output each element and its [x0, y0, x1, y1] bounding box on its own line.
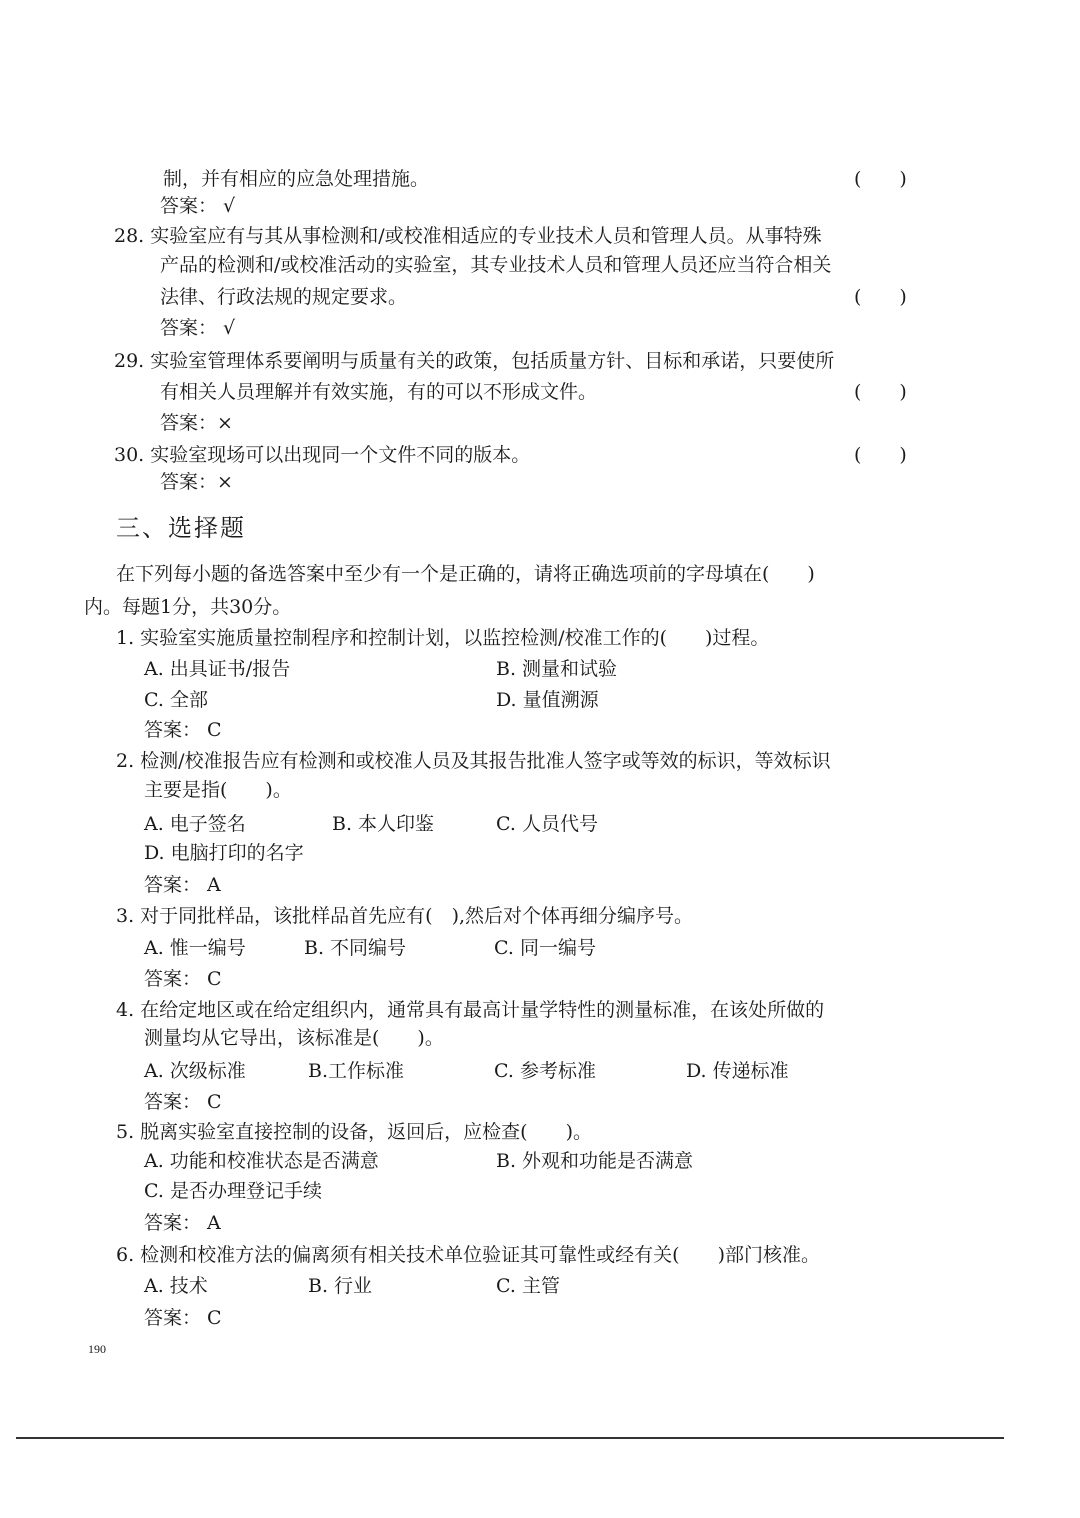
- q1-option-c: C. 全部: [144, 689, 208, 711]
- q28-text-line3: 法律、行政法规的规定要求。: [160, 286, 408, 308]
- q27-tail-text: 制，并有相应的应急处理措施。: [163, 168, 430, 190]
- q4-option-c: C. 参考标准: [494, 1060, 596, 1082]
- q28-answer: 答案： √: [160, 317, 236, 339]
- q28-text-line1: 28. 实验室应有与其从事检测和/或校准相适应的专业技术人员和管理人员。从事特殊: [114, 225, 822, 247]
- q3-option-b: B. 不同编号: [304, 937, 407, 959]
- q4-option-a: A. 次级标准: [144, 1060, 246, 1082]
- q5-option-a: A. 功能和校准状态是否满意: [144, 1150, 379, 1172]
- q29-answer-blank: ( ): [854, 381, 907, 403]
- q3-answer: 答案： C: [144, 968, 222, 990]
- q28-text-line2: 产品的检测和/或校准活动的实验室，其专业技术人员和管理人员还应当符合相关: [160, 254, 832, 276]
- q1-option-d: D. 量值溯源: [496, 689, 599, 711]
- q4-answer: 答案： C: [144, 1091, 222, 1113]
- q28-answer-blank: ( ): [854, 286, 907, 308]
- q6-option-c: C. 主管: [496, 1275, 560, 1297]
- q2-stem-line2: 主要是指( )。: [144, 779, 292, 801]
- page-number: 190: [88, 1342, 106, 1356]
- q2-option-d: D. 电脑打印的名字: [144, 842, 304, 864]
- q4-stem-line1: 4. 在给定地区或在给定组织内，通常具有最高计量学特性的测量标准，在该处所做的: [116, 999, 825, 1021]
- q6-option-a: A. 技术: [144, 1275, 208, 1297]
- q1-stem: 1. 实验室实施质量控制程序和控制计划，以监控检测/校准工作的( )过程。: [116, 627, 770, 649]
- q30-text: 30. 实验室现场可以出现同一个文件不同的版本。: [114, 444, 531, 466]
- q27-answer: 答案： √: [160, 195, 236, 217]
- q5-answer: 答案： A: [144, 1212, 221, 1234]
- q3-option-c: C. 同一编号: [494, 937, 596, 959]
- q3-option-a: A. 惟一编号: [144, 937, 246, 959]
- q2-stem-line1: 2. 检测/校准报告应有检测和或校准人员及其报告批准人签字或等效的标识，等效标识: [116, 750, 831, 772]
- q5-option-c: C. 是否办理登记手续: [144, 1180, 322, 1202]
- q2-answer: 答案： A: [144, 874, 221, 896]
- q4-option-b: B.工作标准: [308, 1060, 405, 1082]
- q2-option-a: A. 电子签名: [144, 813, 246, 835]
- q29-text-line1: 29. 实验室管理体系要阐明与质量有关的政策，包括质量方针、目标和承诺，只要使所: [114, 350, 835, 372]
- q6-option-b: B. 行业: [308, 1275, 373, 1297]
- q3-stem: 3. 对于同批样品，该批样品首先应有( ),然后对个体再细分编序号。: [116, 905, 694, 927]
- section-intro-line2: 内。每题1分，共30分。: [84, 596, 292, 618]
- q5-option-b: B. 外观和功能是否满意: [496, 1150, 694, 1172]
- q27-answer-blank: ( ): [854, 168, 907, 190]
- q29-answer: 答案：×: [160, 412, 233, 434]
- q30-answer-blank: ( ): [854, 444, 907, 466]
- q4-stem-line2: 测量均从它导出，该标准是( )。: [144, 1027, 444, 1049]
- q6-stem: 6. 检测和校准方法的偏离须有相关技术单位验证其可靠性或经有关( )部门核准。: [116, 1244, 820, 1266]
- q30-answer: 答案：×: [160, 471, 233, 493]
- q2-option-b: B. 本人印鉴: [332, 813, 435, 835]
- q1-answer: 答案： C: [144, 719, 222, 741]
- q29-text-line2: 有相关人员理解并有效实施，有的可以不形成文件。: [160, 381, 598, 403]
- q2-option-c: C. 人员代号: [496, 813, 598, 835]
- q4-option-d: D. 传递标准: [686, 1060, 789, 1082]
- section-intro-line1: 在下列每小题的备选答案中至少有一个是正确的，请将正确选项前的字母填在( ): [116, 563, 815, 585]
- page-bottom-rule: [16, 1437, 1004, 1439]
- q5-stem: 5. 脱离实验室直接控制的设备，返回后，应检查( )。: [116, 1121, 592, 1143]
- section-title: 三、选择题: [116, 514, 246, 542]
- q1-option-b: B. 测量和试验: [496, 658, 618, 680]
- q6-answer: 答案： C: [144, 1307, 222, 1329]
- q1-option-a: A. 出具证书/报告: [144, 658, 291, 680]
